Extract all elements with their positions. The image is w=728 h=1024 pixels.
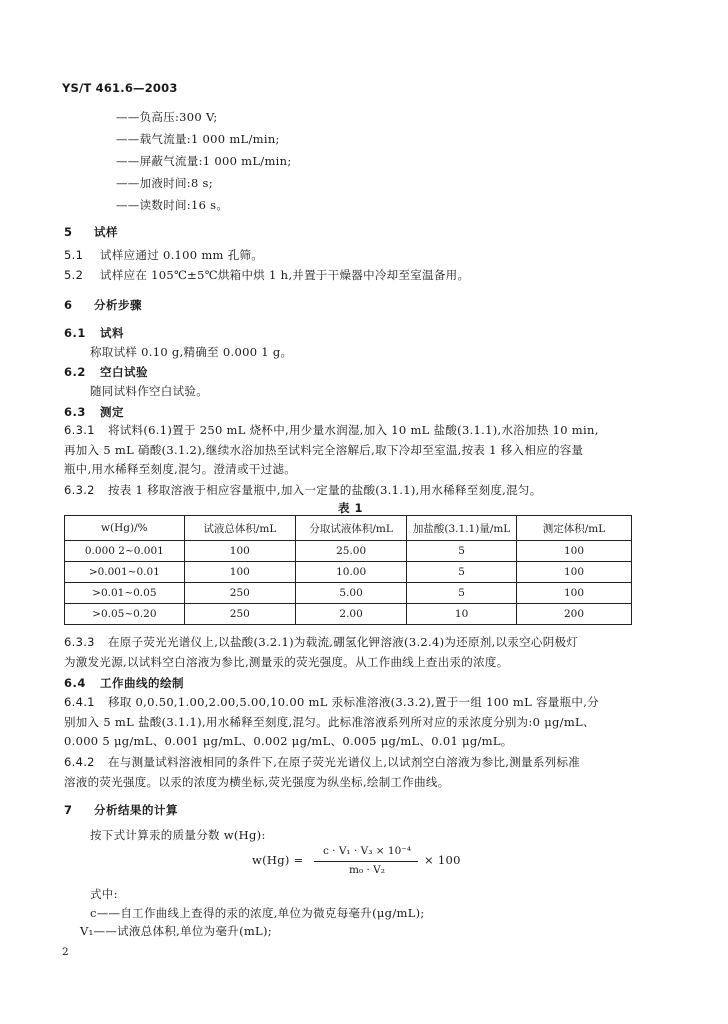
table-cell: 0.000 2~0.001: [65, 541, 185, 562]
table-header-cell: 加盐酸(3.1.1)量/mL: [407, 516, 517, 541]
clause: 6.4.2 在与测量试料溶液相同的条件下,在原子荧光光谱仪上,以试剂空白溶液为参比,测量系列标准: [64, 755, 581, 769]
paragraph: 称取试样 0.10 g,精确至 0.000 1 g。: [90, 345, 293, 359]
formula-tail: × 100: [424, 853, 461, 867]
paragraph-line: 溶液的荧光强度。以汞的浓度为横坐标,荧光强度为纵坐标,绘制工作曲线。: [64, 775, 450, 789]
subsection-heading: 6.4 工作曲线的绘制: [64, 676, 184, 690]
formula-lhs: w(Hg) =: [252, 853, 304, 867]
paragraph: 式中:: [90, 887, 118, 901]
table-cell: 5: [407, 583, 517, 604]
section-heading: 5 试样: [64, 225, 118, 239]
table-cell: 100: [516, 562, 631, 583]
clause: 6.4.1 移取 0,0.50,1.00,2.00,5.00,10.00 mL 汞标准溶液(3.3.2),置于一组 100 mL 容量瓶中,分: [64, 695, 599, 709]
paragraph: 随同试料作空白试验。: [90, 384, 208, 398]
subsection-heading: 6.2 空白试验: [64, 365, 148, 379]
table-caption: 表 1: [338, 501, 364, 515]
table-row: [65, 604, 632, 625]
param-item: ——加液时间:8 s;: [116, 176, 213, 190]
section-heading: 6 分析步骤: [64, 298, 142, 312]
param-item: ——读数时间:16 s。: [116, 198, 229, 212]
param-item: ——负高压:300 V;: [116, 110, 218, 124]
paragraph-line: 别加入 5 mL 盐酸(3.1.1),用水稀释至刻度,混匀。此标准溶液系列所对应的汞浓度分别为:0 μg/mL、: [64, 715, 595, 729]
clause: 5.2 试样应在 105℃±5℃烘箱中烘 1 h,并置于干燥器中冷却至室温备用。: [64, 268, 470, 282]
fraction-bar: [314, 861, 418, 862]
section-heading: 7 分析结果的计算: [64, 803, 178, 817]
paragraph-line: 0.000 5 μg/mL、0.001 μg/mL、0.002 μg/mL、0.005 μg/mL、0.01 μg/mL。: [64, 734, 513, 748]
formula-denominator: m₀ · V₂: [349, 864, 385, 876]
clause: 6.3.3 在原子荧光光谱仪上,以盐酸(3.2.1)为载流,硼氢化钾溶液(3.2.4)为还原剂,以汞空心阴极灯: [64, 635, 579, 649]
subsection-heading: 6.3 测定: [64, 405, 124, 419]
symbol-definition: V₁——试液总体积,单位为毫升(mL);: [80, 924, 272, 938]
data-table: [64, 515, 632, 625]
table-row: [65, 562, 632, 583]
table-cell: >0.05~0.20: [65, 604, 185, 625]
table-header-row: [65, 516, 632, 541]
table-header-cell: w(Hg)/%: [65, 516, 185, 541]
table-cell: 5: [407, 562, 517, 583]
table-cell: 100: [516, 541, 631, 562]
symbol-definition: c——自工作曲线上查得的汞的浓度,单位为微克每毫升(μg/mL);: [90, 906, 425, 920]
table-cell: 200: [516, 604, 631, 625]
formula-numerator: c · V₁ · V₃ × 10⁻⁴: [322, 845, 412, 857]
table-cell: 2.00: [295, 604, 406, 625]
table-row: [65, 541, 632, 562]
clause: 6.3.1 将试料(6.1)置于 250 mL 烧杯中,用少量水润湿,加入 10 mL 盐酸(3.1.1),水浴加热 10 min,: [64, 423, 599, 437]
table-cell: 100: [516, 583, 631, 604]
table-cell: 250: [184, 604, 295, 625]
page-number: 2: [62, 946, 69, 958]
paragraph-line: 瓶中,用水稀释至刻度,混匀。澄清或干过滤。: [64, 462, 297, 476]
table-cell: 5.00: [295, 583, 406, 604]
table-cell: >0.01~0.05: [65, 583, 185, 604]
table-cell: >0.001~0.01: [65, 562, 185, 583]
standard-code: YS/T 461.6—2003: [62, 81, 178, 95]
subsection-heading: 6.1 试料: [64, 326, 124, 340]
table-cell: 250: [184, 583, 295, 604]
table-header-cell: 测定体积/mL: [516, 516, 631, 541]
clause: 5.1 试样应通过 0.100 mm 孔筛。: [64, 248, 264, 262]
table-cell: 100: [184, 562, 295, 583]
table-cell: 5: [407, 541, 517, 562]
table-cell: 10: [407, 604, 517, 625]
paragraph-line: 再加入 5 mL 硝酸(3.1.2),继续水浴加热至试料完全溶解后,取下冷却至室温,按表 1 移入相应的容量: [64, 443, 584, 457]
clause: 6.3.2 按表 1 移取溶液于相应容量瓶中,加入一定量的盐酸(3.1.1),用水稀释至刻度,混匀。: [64, 483, 542, 497]
table-header-cell: 分取试液体积/mL: [295, 516, 406, 541]
table-cell: 100: [184, 541, 295, 562]
table-row: [65, 583, 632, 604]
table-cell: 25.00: [295, 541, 406, 562]
param-item: ——载气流量:1 000 mL/min;: [116, 132, 280, 146]
paragraph-line: 为激发光源,以试料空白溶液为参比,测量汞的荧光强度。从工作曲线上查出汞的浓度。: [64, 655, 509, 669]
table-header-cell: 试液总体积/mL: [184, 516, 295, 541]
table-cell: 10.00: [295, 562, 406, 583]
paragraph: 按下式计算汞的质量分数 w(Hg):: [90, 828, 266, 842]
param-item: ——屏蔽气流量:1 000 mL/min;: [116, 154, 292, 168]
